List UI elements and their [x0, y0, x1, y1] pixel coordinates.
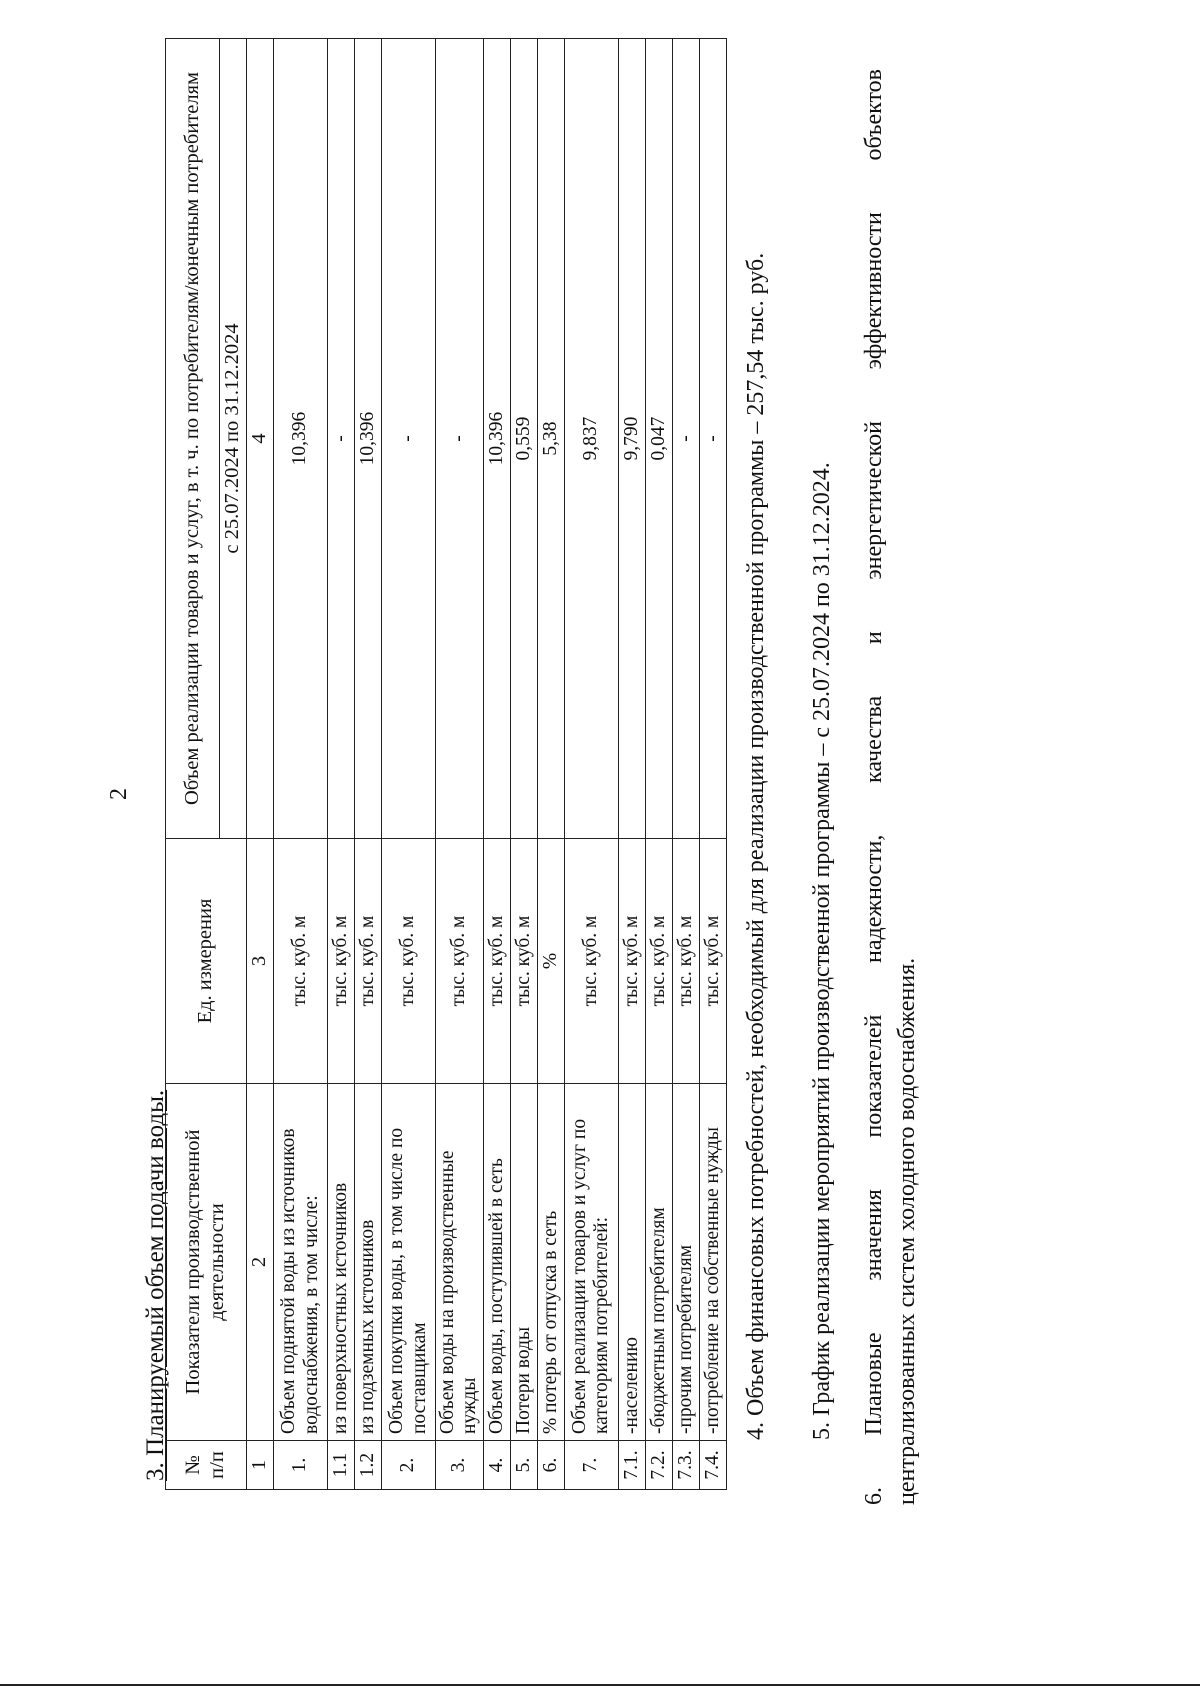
row-value: 5,38 [537, 39, 564, 839]
row-num: 4. [483, 1441, 510, 1490]
row-indicator: -потребление на собственные нужды [699, 1084, 726, 1441]
row-unit: тыс. куб. м [328, 839, 355, 1084]
table-row [436, 39, 484, 1490]
financial-needs-paragraph: 4. Объем финансовых потребностей, необходимый для реализации производственной программы – 257,54 тыс. руб. [743, 252, 769, 1440]
row-indicator: -прочим потребителям [672, 1084, 699, 1441]
row-indicator: Объем воды, поступившей в сеть [483, 1084, 510, 1441]
row-unit: тыс. куб. м [382, 839, 436, 1084]
table-row [483, 39, 510, 1490]
page-number: 2 [106, 788, 132, 800]
row-value: 10,396 [355, 39, 382, 839]
table-body [166, 39, 727, 1490]
row-num: 1. [274, 1441, 328, 1490]
column-number: 2 [247, 1084, 274, 1441]
row-num: 7. [564, 1441, 618, 1490]
row-value: - [436, 39, 484, 839]
row-indicator: Объем поднятой воды из источников водоснабжения, в том числе: [274, 1084, 328, 1441]
row-indicator: Объем покупки воды, в том числе по поставщикам [382, 1084, 436, 1441]
row-num: 1.1 [328, 1441, 355, 1490]
row-unit: тыс. куб. м [645, 839, 672, 1084]
column-number: 3 [247, 839, 274, 1084]
row-indicator: из подземных источников [355, 1084, 382, 1441]
row-num: 5. [510, 1441, 537, 1490]
row-value: - [672, 39, 699, 839]
table-row [355, 39, 382, 1490]
row-value: 9,790 [618, 39, 645, 839]
row-num: 7.1. [618, 1441, 645, 1490]
row-num: 7.3. [672, 1441, 699, 1490]
table-row [618, 39, 645, 1490]
table-row [537, 39, 564, 1490]
row-num: 3. [436, 1441, 484, 1490]
table-row [564, 39, 618, 1490]
row-indicator: -бюджетным потребителям [645, 1084, 672, 1441]
column-number: 4 [247, 39, 274, 839]
indicators-paragraph-line2: централизованных систем холодного водоснабжения. [894, 957, 920, 1505]
header-volume: Объем реализации товаров и услуг, в т. ч. по потребителям/конечным потребителям [166, 39, 220, 839]
table-row [382, 39, 436, 1490]
row-value: 9,837 [564, 39, 618, 839]
row-indicator: Объем реализации товаров и услуг по категориям потребителей: [564, 1084, 618, 1441]
row-unit: тыс. куб. м [436, 839, 484, 1084]
indicators-paragraph-line1: 6. Плановые значения показателей надежности, качества и энергетической эффективности объектов [861, 69, 887, 1505]
row-unit: тыс. куб. м [510, 839, 537, 1084]
header-unit: Ед. измерения [166, 839, 247, 1084]
row-value: - [382, 39, 436, 839]
table-row [274, 39, 328, 1490]
row-unit: тыс. куб. м [618, 839, 645, 1084]
column-number: 1 [247, 1441, 274, 1490]
row-num: 2. [382, 1441, 436, 1490]
row-indicator: Объем воды на производственные нужды [436, 1084, 484, 1441]
row-indicator: -населению [618, 1084, 645, 1441]
row-value: 10,396 [483, 39, 510, 839]
column-number-row [247, 39, 274, 1490]
row-value: 0,047 [645, 39, 672, 839]
header-indicator: Показатели производственной деятельности [166, 1084, 247, 1441]
table-row [672, 39, 699, 1490]
table-row [510, 39, 537, 1490]
row-unit: тыс. куб. м [483, 839, 510, 1084]
row-indicator: из поверхностных источников [328, 1084, 355, 1441]
row-value: 10,396 [274, 39, 328, 839]
row-unit: тыс. куб. м [355, 839, 382, 1084]
row-value: - [328, 39, 355, 839]
table-header-row [166, 39, 220, 1490]
row-unit: тыс. куб. м [274, 839, 328, 1084]
row-num: 6. [537, 1441, 564, 1490]
row-num: 7.4. [699, 1441, 726, 1490]
row-num: 7.2. [645, 1441, 672, 1490]
row-value: - [699, 39, 726, 839]
section-title: 3. Планируемый объем подачи воды. [142, 1089, 169, 1481]
row-unit: % [537, 839, 564, 1084]
row-unit: тыс. куб. м [699, 839, 726, 1084]
row-indicator: Потери воды [510, 1084, 537, 1441]
table-row [328, 39, 355, 1490]
table-row [645, 39, 672, 1490]
row-unit: тыс. куб. м [672, 839, 699, 1084]
row-value: 0,559 [510, 39, 537, 839]
header-num: № п/п [166, 1441, 247, 1490]
row-unit: тыс. куб. м [564, 839, 618, 1084]
water-supply-table [165, 38, 727, 1490]
row-num: 1.2 [355, 1441, 382, 1490]
table-row [699, 39, 726, 1490]
header-period: с 25.07.2024 по 31.12.2024 [220, 39, 247, 839]
scan-bottom-edge [0, 1684, 1200, 1686]
row-indicator: % потерь от отпуска в сеть [537, 1084, 564, 1441]
schedule-paragraph: 5. График реализации мероприятий производственной программы – с 25.07.2024 по 31.12.2024. [809, 462, 835, 1440]
